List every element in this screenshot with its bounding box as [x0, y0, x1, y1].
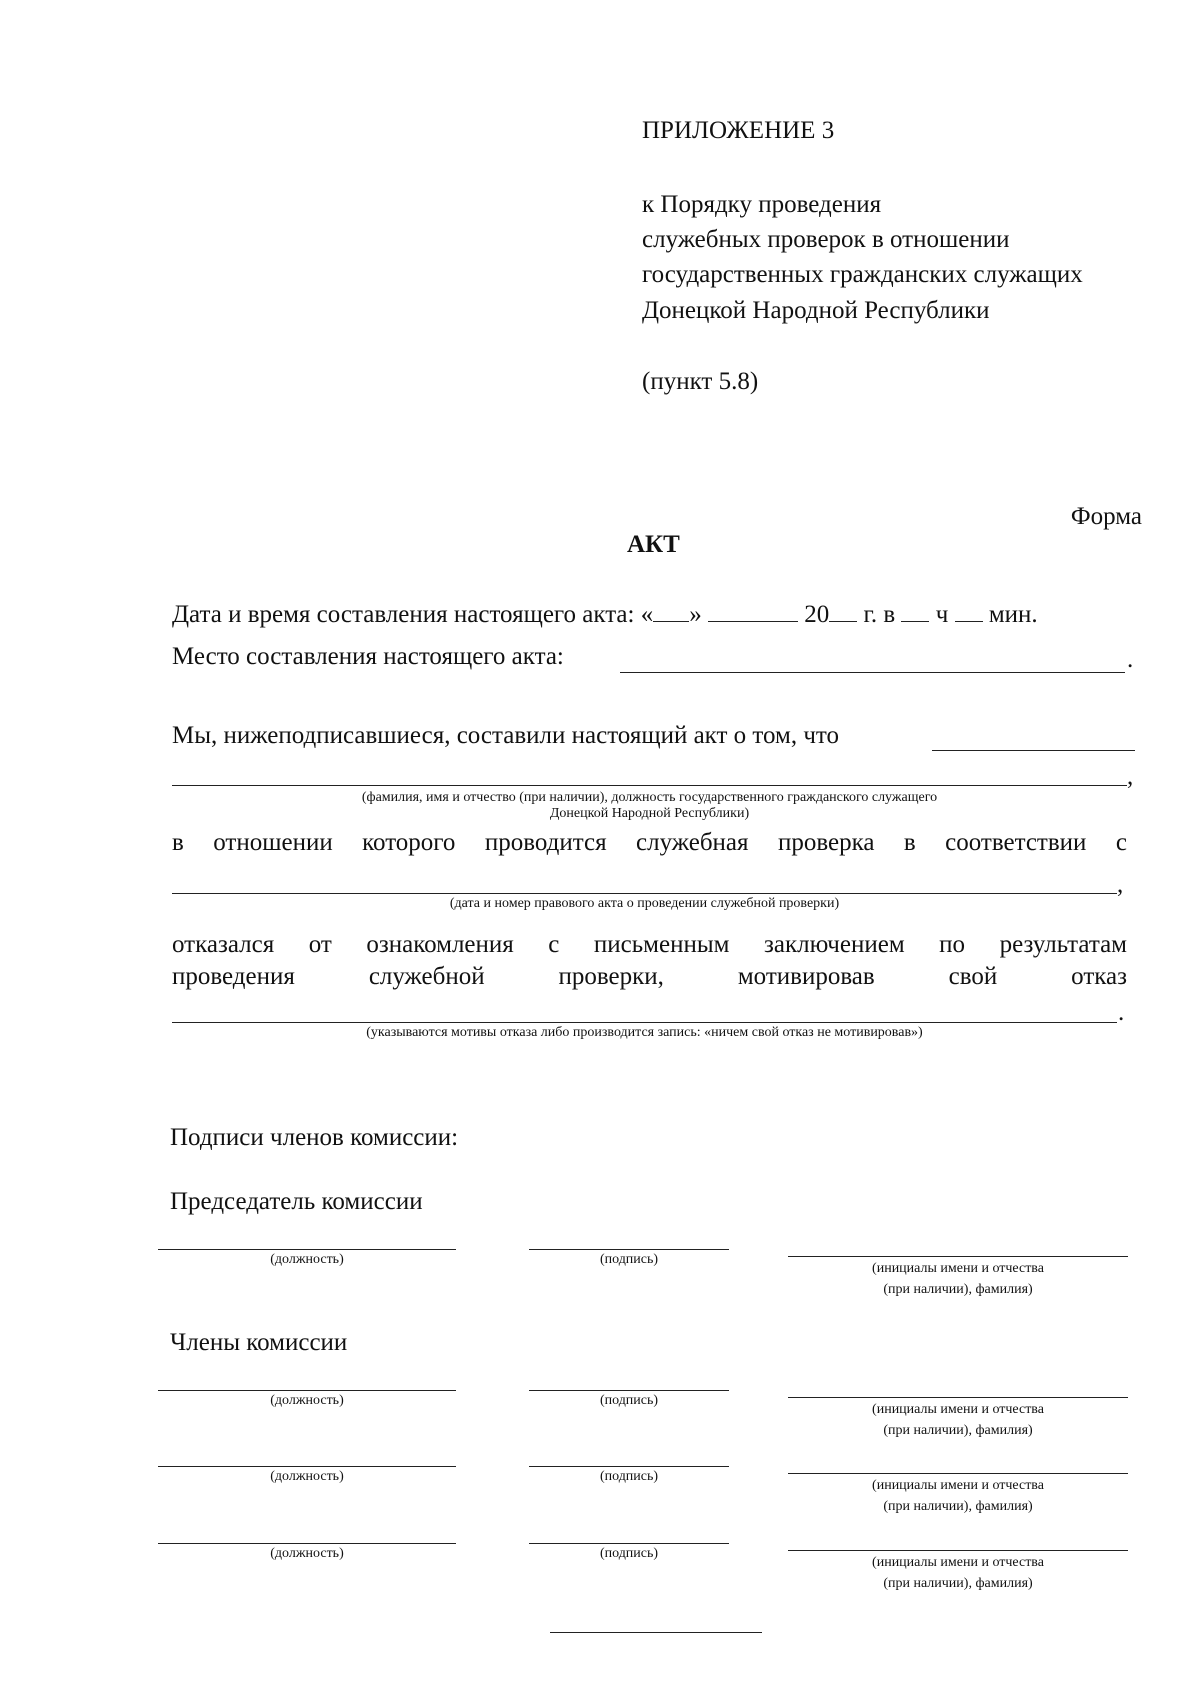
check-word-7: в: [903, 829, 916, 856]
year-prefix: 20: [804, 601, 830, 628]
hour-field[interactable]: [901, 599, 929, 622]
member-1-position-field[interactable]: [158, 1390, 456, 1391]
appendix-title: ПРИЛОЖЕНИЕ 3: [642, 117, 835, 144]
date-line: [172, 599, 1142, 630]
check-word-8: соответствии: [945, 829, 1087, 856]
member-2-name-caption-line-1: (инициалы имени и отчества: [872, 1478, 1044, 1493]
legal-act-caption: (дата и номер правового акта о проведении служебной проверки): [449, 896, 840, 911]
chair-signature-caption: (подпись): [599, 1252, 659, 1267]
member-1-name-caption-line-1: (инициалы имени и отчества: [872, 1402, 1044, 1417]
chair-name-field[interactable]: [788, 1256, 1128, 1257]
person-field-start[interactable]: [932, 750, 1135, 751]
check-line: [172, 828, 1127, 858]
statement-intro: Мы, нижеподписавшиеся, составили настоящий акт о том, что: [172, 722, 840, 749]
member-3-name-caption-line-1: (инициалы имени и отчества: [872, 1555, 1044, 1570]
refusal-word-2: от: [308, 931, 332, 958]
member-3-signature-caption: (подпись): [599, 1546, 659, 1561]
members-label: Члены комиссии: [170, 1329, 348, 1356]
refusal-word-12: мотивировав: [737, 963, 875, 990]
appendix-ref-line-2: служебных проверок в отношении: [642, 226, 1010, 253]
check-word-3: которого: [362, 829, 456, 856]
refusal-word-6: заключением: [763, 931, 905, 958]
refusal-word-13: свой: [948, 963, 998, 990]
signatures-heading: Подписи членов комиссии:: [170, 1124, 459, 1151]
refusal-reason-field[interactable]: [172, 1022, 1117, 1023]
chair-label: Председатель комиссии: [170, 1188, 423, 1215]
check-word-2: отношении: [213, 829, 333, 856]
refusal-word-5: письменным: [593, 931, 730, 958]
member-3-signature-field[interactable]: [529, 1543, 729, 1544]
person-caption-line-2: Донецкой Народной Республики): [549, 806, 750, 821]
chair-position-field[interactable]: [158, 1249, 456, 1250]
chair-signature-field[interactable]: [529, 1249, 729, 1250]
refusal-word-4: с: [548, 931, 560, 958]
place-field[interactable]: [620, 672, 1125, 673]
member-3-name-caption-line-2: (при наличии), фамилия): [883, 1576, 1033, 1591]
refusal-word-3: ознакомления: [366, 931, 514, 958]
member-2-signature-field[interactable]: [529, 1466, 729, 1467]
member-2-name-field[interactable]: [788, 1473, 1128, 1474]
person-caption-line-1: (фамилия, имя и отчество (при наличии), должность государственного гражданского служащего: [361, 790, 938, 805]
member-1-name-field[interactable]: [788, 1397, 1128, 1398]
member-2-position-field[interactable]: [158, 1466, 456, 1467]
member-2-name-caption-line-2: (при наличии), фамилия): [883, 1499, 1033, 1514]
refusal-word-8: результатам: [999, 931, 1127, 958]
open-quote: «: [640, 601, 654, 628]
year-suffix: г. в: [863, 601, 896, 628]
place-line-label: Место составления настоящего акта:: [172, 643, 564, 670]
comma-2: ,: [1117, 871, 1124, 898]
member-1-signature-field[interactable]: [529, 1390, 729, 1391]
refusal-word-11: проверки,: [558, 963, 664, 990]
refusal-line-1: [172, 930, 1127, 960]
check-word-4: проводится: [484, 829, 607, 856]
check-word-6: проверка: [777, 829, 875, 856]
refusal-end: .: [1118, 999, 1125, 1026]
refusal-word-7: по: [939, 931, 966, 958]
refusal-word-9: проведения: [172, 963, 295, 990]
refusal-word-1: отказался: [172, 931, 275, 958]
form-label: Форма: [1070, 503, 1142, 530]
refusal-caption: (указываются мотивы отказа либо производится запись: «ничем свой отказ не мотивировав»): [366, 1025, 923, 1040]
person-field[interactable]: [172, 785, 1127, 786]
member-1-name-caption-line-2: (при наличии), фамилия): [883, 1423, 1033, 1438]
member-1-signature-caption: (подпись): [599, 1393, 659, 1408]
member-2-position-caption: (должность): [270, 1469, 344, 1484]
close-quote: »: [689, 601, 702, 628]
check-word-1: в: [172, 829, 184, 856]
comma-1: ,: [1127, 763, 1134, 790]
month-field[interactable]: [708, 599, 798, 622]
appendix-ref-line-4: Донецкой Народной Республики: [642, 297, 990, 324]
member-1-position-caption: (должность): [270, 1393, 344, 1408]
hour-unit: ч: [935, 601, 949, 628]
place-line-end: .: [1127, 646, 1134, 673]
member-3-position-field[interactable]: [158, 1543, 456, 1544]
document-title: АКТ: [627, 531, 680, 558]
legal-act-field[interactable]: [172, 893, 1117, 894]
minute-field[interactable]: [955, 599, 983, 622]
appendix-clause: (пункт 5.8): [642, 368, 759, 395]
year-field[interactable]: [829, 599, 857, 622]
date-line-label: Дата и время составления настоящего акта:: [172, 601, 635, 628]
check-word-5: служебная: [636, 829, 749, 856]
end-separator-line: [550, 1632, 762, 1633]
chair-name-caption-line-1: (инициалы имени и отчества: [872, 1261, 1044, 1276]
refusal-word-10: служебной: [368, 963, 485, 990]
chair-name-caption-line-2: (при наличии), фамилия): [883, 1282, 1033, 1297]
day-field[interactable]: [653, 599, 689, 622]
appendix-ref-line-3: государственных гражданских служащих: [642, 261, 1083, 288]
refusal-word-14: отказ: [1071, 963, 1127, 990]
chair-position-caption: (должность): [270, 1252, 344, 1267]
member-3-name-field[interactable]: [788, 1550, 1128, 1551]
appendix-ref-line-1: к Порядку проведения: [642, 191, 882, 218]
member-2-signature-caption: (подпись): [599, 1469, 659, 1484]
refusal-line-2: [172, 962, 1127, 992]
check-word-9: с: [1115, 829, 1127, 856]
minute-unit: мин.: [988, 601, 1038, 628]
member-3-position-caption: (должность): [270, 1546, 344, 1561]
